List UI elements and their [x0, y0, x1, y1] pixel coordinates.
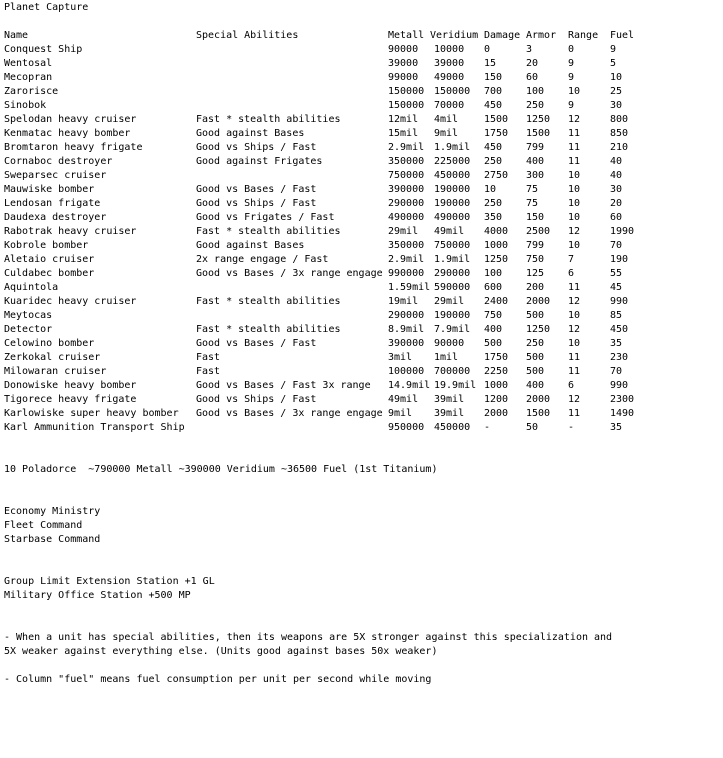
cell-range: 10	[568, 240, 581, 251]
cell-damage: 350	[484, 212, 503, 223]
table-row	[0, 393, 723, 407]
cell-veridium: 290000	[434, 268, 471, 279]
cell-damage: 1750	[484, 128, 509, 139]
cell-name: Karl Ammunition Transport Ship	[4, 422, 185, 433]
cell-fuel: 35	[610, 338, 623, 349]
cell-metall: 1.59mil	[388, 282, 431, 293]
col-header-armor: Armor	[526, 30, 557, 41]
cell-damage: 1200	[484, 394, 509, 405]
cell-damage: 2000	[484, 408, 509, 419]
cell-range: 11	[568, 156, 581, 167]
cell-fuel: 5	[610, 58, 617, 69]
cell-veridium: 1mil	[434, 352, 459, 363]
cell-abilities: Good vs Ships / Fast	[196, 142, 317, 153]
table-row	[0, 295, 723, 309]
cell-range: 10	[568, 86, 581, 97]
cell-range: 11	[568, 366, 581, 377]
table-row	[0, 225, 723, 239]
table-body	[0, 43, 723, 435]
cell-armor: 799	[526, 142, 545, 153]
cell-range: 10	[568, 310, 581, 321]
cell-damage: 1500	[484, 114, 509, 125]
cell-fuel: 990	[610, 296, 629, 307]
cell-name: Bromtaron heavy frigate	[4, 142, 143, 153]
table-row	[0, 155, 723, 169]
command-item: Starbase Command	[4, 534, 101, 545]
cell-damage: 500	[484, 338, 503, 349]
cell-range: 9	[568, 100, 575, 111]
page-title: Planet Capture	[4, 2, 89, 13]
cell-veridium: 39mil	[434, 394, 465, 405]
cell-metall: 99000	[388, 72, 419, 83]
cell-abilities: Good vs Bases / Fast 3x range	[196, 380, 371, 391]
cell-fuel: 55	[610, 268, 623, 279]
cell-armor: 3	[526, 44, 533, 55]
cell-name: Daudexa destroyer	[4, 212, 107, 223]
summary-line: 10 Poladorce ~790000 Metall ~390000 Veridium ~36500 Fuel (1st Titanium)	[4, 464, 438, 475]
table-row	[0, 57, 723, 71]
table-row	[0, 71, 723, 85]
cell-armor: 400	[526, 156, 545, 167]
cell-metall: 350000	[388, 156, 425, 167]
station-item: Military Office Station +500 MP	[4, 590, 191, 601]
cell-armor: 75	[526, 184, 539, 195]
table-header-row	[0, 29, 723, 43]
cell-abilities: Fast	[196, 352, 221, 363]
cell-damage: 2250	[484, 366, 509, 377]
cell-name: Sinobok	[4, 100, 47, 111]
cell-fuel: 230	[610, 352, 629, 363]
cell-name: Meytocas	[4, 310, 53, 321]
table-row	[0, 407, 723, 421]
cell-fuel: 70	[610, 366, 623, 377]
cell-fuel: 85	[610, 310, 623, 321]
cell-veridium: 10000	[434, 44, 465, 55]
cell-damage: 600	[484, 282, 503, 293]
cell-damage: 250	[484, 156, 503, 167]
cell-name: Culdabec bomber	[4, 268, 95, 279]
cell-range: 11	[568, 142, 581, 153]
cell-damage: 400	[484, 324, 503, 335]
cell-name: Mecopran	[4, 72, 53, 83]
cell-name: Kenmatac heavy bomber	[4, 128, 131, 139]
table-row	[0, 183, 723, 197]
cell-metall: 14.9mil	[388, 380, 431, 391]
cell-veridium: 90000	[434, 338, 465, 349]
cell-damage: 4000	[484, 226, 509, 237]
cell-veridium: 190000	[434, 198, 471, 209]
cell-abilities: 2x range engage / Fast	[196, 254, 329, 265]
cell-metall: 150000	[388, 86, 425, 97]
table-row	[0, 323, 723, 337]
table-row	[0, 351, 723, 365]
cell-name: Donowiske heavy bomber	[4, 380, 137, 391]
note-line: - Column "fuel" means fuel consumption per unit per second while moving	[4, 674, 432, 685]
cell-veridium: 29mil	[434, 296, 465, 307]
cell-veridium: 700000	[434, 366, 471, 377]
col-header-fuel: Fuel	[610, 30, 635, 41]
cell-armor: 750	[526, 254, 545, 265]
cell-veridium: 70000	[434, 100, 465, 111]
cell-abilities: Fast * stealth abilities	[196, 296, 341, 307]
cell-range: 10	[568, 338, 581, 349]
cell-veridium: 190000	[434, 310, 471, 321]
col-header-name: Name	[4, 30, 29, 41]
cell-name: Lendosan frigate	[4, 198, 101, 209]
cell-name: Zarorisce	[4, 86, 59, 97]
cell-veridium: 39mil	[434, 408, 465, 419]
cell-fuel: 800	[610, 114, 629, 125]
table-row	[0, 239, 723, 253]
table-row	[0, 197, 723, 211]
cell-range: 12	[568, 394, 581, 405]
station-item: Group Limit Extension Station +1 GL	[4, 576, 215, 587]
cell-veridium: 750000	[434, 240, 471, 251]
cell-damage: 1750	[484, 352, 509, 363]
cell-damage: 700	[484, 86, 503, 97]
cell-armor: 250	[526, 338, 545, 349]
cell-name: Karlowiske super heavy bomber	[4, 408, 179, 419]
cell-metall: 750000	[388, 170, 425, 181]
cell-veridium: 190000	[434, 184, 471, 195]
cell-range: 12	[568, 114, 581, 125]
cell-name: Zerkokal cruiser	[4, 352, 101, 363]
cell-armor: 2000	[526, 296, 551, 307]
cell-damage: 0	[484, 44, 491, 55]
cell-armor: 100	[526, 86, 545, 97]
cell-veridium: 450000	[434, 170, 471, 181]
cell-fuel: 40	[610, 156, 623, 167]
cell-damage: 100	[484, 268, 503, 279]
cell-metall: 290000	[388, 310, 425, 321]
cell-fuel: 1490	[610, 408, 635, 419]
cell-name: Spelodan heavy cruiser	[4, 114, 137, 125]
table-row	[0, 85, 723, 99]
cell-range: 9	[568, 58, 575, 69]
cell-abilities: Good vs Bases / 3x range engage	[196, 408, 383, 419]
cell-range: 11	[568, 282, 581, 293]
cell-name: Rabotrak heavy cruiser	[4, 226, 137, 237]
cell-metall: 490000	[388, 212, 425, 223]
cell-fuel: 25	[610, 86, 623, 97]
cell-armor: 50	[526, 422, 539, 433]
cell-abilities: Good vs Frigates / Fast	[196, 212, 335, 223]
cell-name: Aletaio cruiser	[4, 254, 95, 265]
cell-range: 7	[568, 254, 575, 265]
cell-metall: 100000	[388, 366, 425, 377]
col-header-range: Range	[568, 30, 599, 41]
cell-abilities: Good vs Bases / Fast	[196, 338, 317, 349]
cell-metall: 12mil	[388, 114, 419, 125]
cell-veridium: 1.9mil	[434, 254, 471, 265]
cell-abilities: Fast	[196, 366, 221, 377]
cell-range: -	[568, 422, 575, 433]
table-row	[0, 141, 723, 155]
table-row	[0, 281, 723, 295]
cell-range: 12	[568, 296, 581, 307]
cell-name: Cornaboc destroyer	[4, 156, 113, 167]
table-row	[0, 253, 723, 267]
cell-veridium: 19.9mil	[434, 380, 477, 391]
cell-metall: 9mil	[388, 408, 413, 419]
cell-name: Kuaridec heavy cruiser	[4, 296, 137, 307]
cell-range: 10	[568, 184, 581, 195]
cell-name: Mauwiske bomber	[4, 184, 95, 195]
cell-armor: 250	[526, 100, 545, 111]
table-row	[0, 421, 723, 435]
cell-abilities: Good vs Ships / Fast	[196, 394, 317, 405]
cell-range: 12	[568, 324, 581, 335]
cell-fuel: 10	[610, 72, 623, 83]
cell-range: 10	[568, 212, 581, 223]
cell-range: 0	[568, 44, 575, 55]
cell-abilities: Good vs Ships / Fast	[196, 198, 317, 209]
cell-armor: 150	[526, 212, 545, 223]
cell-abilities: Good against Bases	[196, 128, 305, 139]
table-row	[0, 113, 723, 127]
cell-abilities: Good against Frigates	[196, 156, 323, 167]
table-row	[0, 309, 723, 323]
cell-name: Conquest Ship	[4, 44, 83, 55]
table-row	[0, 337, 723, 351]
note-line: - When a unit has special abilities, then its weapons are 5X stronger against this specialization and	[4, 632, 613, 643]
cell-metall: 990000	[388, 268, 425, 279]
cell-abilities: Fast * stealth abilities	[196, 114, 341, 125]
cell-abilities: Fast * stealth abilities	[196, 226, 341, 237]
cell-metall: 2.9mil	[388, 142, 425, 153]
cell-armor: 2500	[526, 226, 551, 237]
cell-armor: 200	[526, 282, 545, 293]
table-row	[0, 43, 723, 57]
cell-damage: 2400	[484, 296, 509, 307]
cell-fuel: 35	[610, 422, 623, 433]
cell-veridium: 225000	[434, 156, 471, 167]
cell-veridium: 49mil	[434, 226, 465, 237]
cell-veridium: 49000	[434, 72, 465, 83]
cell-metall: 29mil	[388, 226, 419, 237]
cell-veridium: 9mil	[434, 128, 459, 139]
cell-armor: 400	[526, 380, 545, 391]
cell-metall: 2.9mil	[388, 254, 425, 265]
cell-fuel: 210	[610, 142, 629, 153]
cell-abilities: Good against Bases	[196, 240, 305, 251]
cell-fuel: 1990	[610, 226, 635, 237]
cell-metall: 150000	[388, 100, 425, 111]
cell-veridium: 150000	[434, 86, 471, 97]
cell-fuel: 9	[610, 44, 617, 55]
cell-metall: 15mil	[388, 128, 419, 139]
cell-damage: 15	[484, 58, 497, 69]
cell-armor: 500	[526, 352, 545, 363]
cell-name: Sweparsec cruiser	[4, 170, 107, 181]
cell-name: Celowino bomber	[4, 338, 95, 349]
cell-armor: 2000	[526, 394, 551, 405]
cell-damage: 750	[484, 310, 503, 321]
command-item: Economy Ministry	[4, 506, 101, 517]
cell-damage: 450	[484, 142, 503, 153]
cell-metall: 390000	[388, 184, 425, 195]
cell-fuel: 850	[610, 128, 629, 139]
cell-range: 12	[568, 226, 581, 237]
cell-veridium: 490000	[434, 212, 471, 223]
cell-metall: 19mil	[388, 296, 419, 307]
cell-fuel: 45	[610, 282, 623, 293]
col-header-metall: Metall	[388, 30, 425, 41]
cell-armor: 60	[526, 72, 539, 83]
cell-name: Milowaran cruiser	[4, 366, 107, 377]
cell-metall: 39000	[388, 58, 419, 69]
cell-damage: -	[484, 422, 491, 433]
cell-name: Detector	[4, 324, 53, 335]
cell-range: 11	[568, 352, 581, 363]
cell-veridium: 7.9mil	[434, 324, 471, 335]
cell-metall: 290000	[388, 198, 425, 209]
cell-veridium: 450000	[434, 422, 471, 433]
cell-fuel: 40	[610, 170, 623, 181]
cell-armor: 1250	[526, 114, 551, 125]
cell-armor: 1250	[526, 324, 551, 335]
cell-range: 10	[568, 198, 581, 209]
cell-metall: 90000	[388, 44, 419, 55]
col-header-damage: Damage	[484, 30, 521, 41]
table-row	[0, 267, 723, 281]
table-row	[0, 127, 723, 141]
cell-name: Wentosal	[4, 58, 53, 69]
note-line: 5X weaker against everything else. (Units good against bases 50x weaker)	[4, 646, 438, 657]
cell-damage: 2750	[484, 170, 509, 181]
cell-abilities: Good vs Bases / 3x range engage	[196, 268, 383, 279]
table-row	[0, 379, 723, 393]
cell-armor: 799	[526, 240, 545, 251]
cell-metall: 350000	[388, 240, 425, 251]
cell-armor: 300	[526, 170, 545, 181]
cell-fuel: 450	[610, 324, 629, 335]
table-row	[0, 169, 723, 183]
cell-abilities: Fast * stealth abilities	[196, 324, 341, 335]
table-row	[0, 99, 723, 113]
cell-damage: 1000	[484, 240, 509, 251]
cell-armor: 1500	[526, 408, 551, 419]
cell-armor: 500	[526, 310, 545, 321]
cell-damage: 1000	[484, 380, 509, 391]
cell-range: 6	[568, 380, 575, 391]
cell-metall: 8.9mil	[388, 324, 425, 335]
cell-armor: 1500	[526, 128, 551, 139]
cell-armor: 500	[526, 366, 545, 377]
cell-metall: 390000	[388, 338, 425, 349]
cell-name: Kobrole bomber	[4, 240, 89, 251]
cell-damage: 450	[484, 100, 503, 111]
cell-metall: 950000	[388, 422, 425, 433]
cell-damage: 150	[484, 72, 503, 83]
col-header-abilities: Special Abilities	[196, 30, 299, 41]
cell-range: 11	[568, 128, 581, 139]
cell-armor: 75	[526, 198, 539, 209]
table-row	[0, 211, 723, 225]
cell-fuel: 990	[610, 380, 629, 391]
cell-metall: 3mil	[388, 352, 413, 363]
cell-armor: 125	[526, 268, 545, 279]
cell-range: 9	[568, 72, 575, 83]
command-item: Fleet Command	[4, 520, 83, 531]
cell-fuel: 60	[610, 212, 623, 223]
cell-veridium: 590000	[434, 282, 471, 293]
cell-veridium: 1.9mil	[434, 142, 471, 153]
cell-veridium: 4mil	[434, 114, 459, 125]
cell-fuel: 30	[610, 100, 623, 111]
cell-metall: 49mil	[388, 394, 419, 405]
cell-damage: 1250	[484, 254, 509, 265]
cell-name: Aquintola	[4, 282, 59, 293]
cell-damage: 10	[484, 184, 497, 195]
cell-fuel: 2300	[610, 394, 635, 405]
cell-fuel: 20	[610, 198, 623, 209]
cell-range: 11	[568, 408, 581, 419]
cell-fuel: 190	[610, 254, 629, 265]
cell-veridium: 39000	[434, 58, 465, 69]
cell-damage: 250	[484, 198, 503, 209]
cell-fuel: 70	[610, 240, 623, 251]
cell-range: 10	[568, 170, 581, 181]
cell-range: 6	[568, 268, 575, 279]
cell-fuel: 30	[610, 184, 623, 195]
cell-name: Tigorece heavy frigate	[4, 394, 137, 405]
cell-abilities: Good vs Bases / Fast	[196, 184, 317, 195]
table-row	[0, 365, 723, 379]
col-header-veridium: Veridium	[430, 30, 479, 41]
cell-armor: 20	[526, 58, 539, 69]
